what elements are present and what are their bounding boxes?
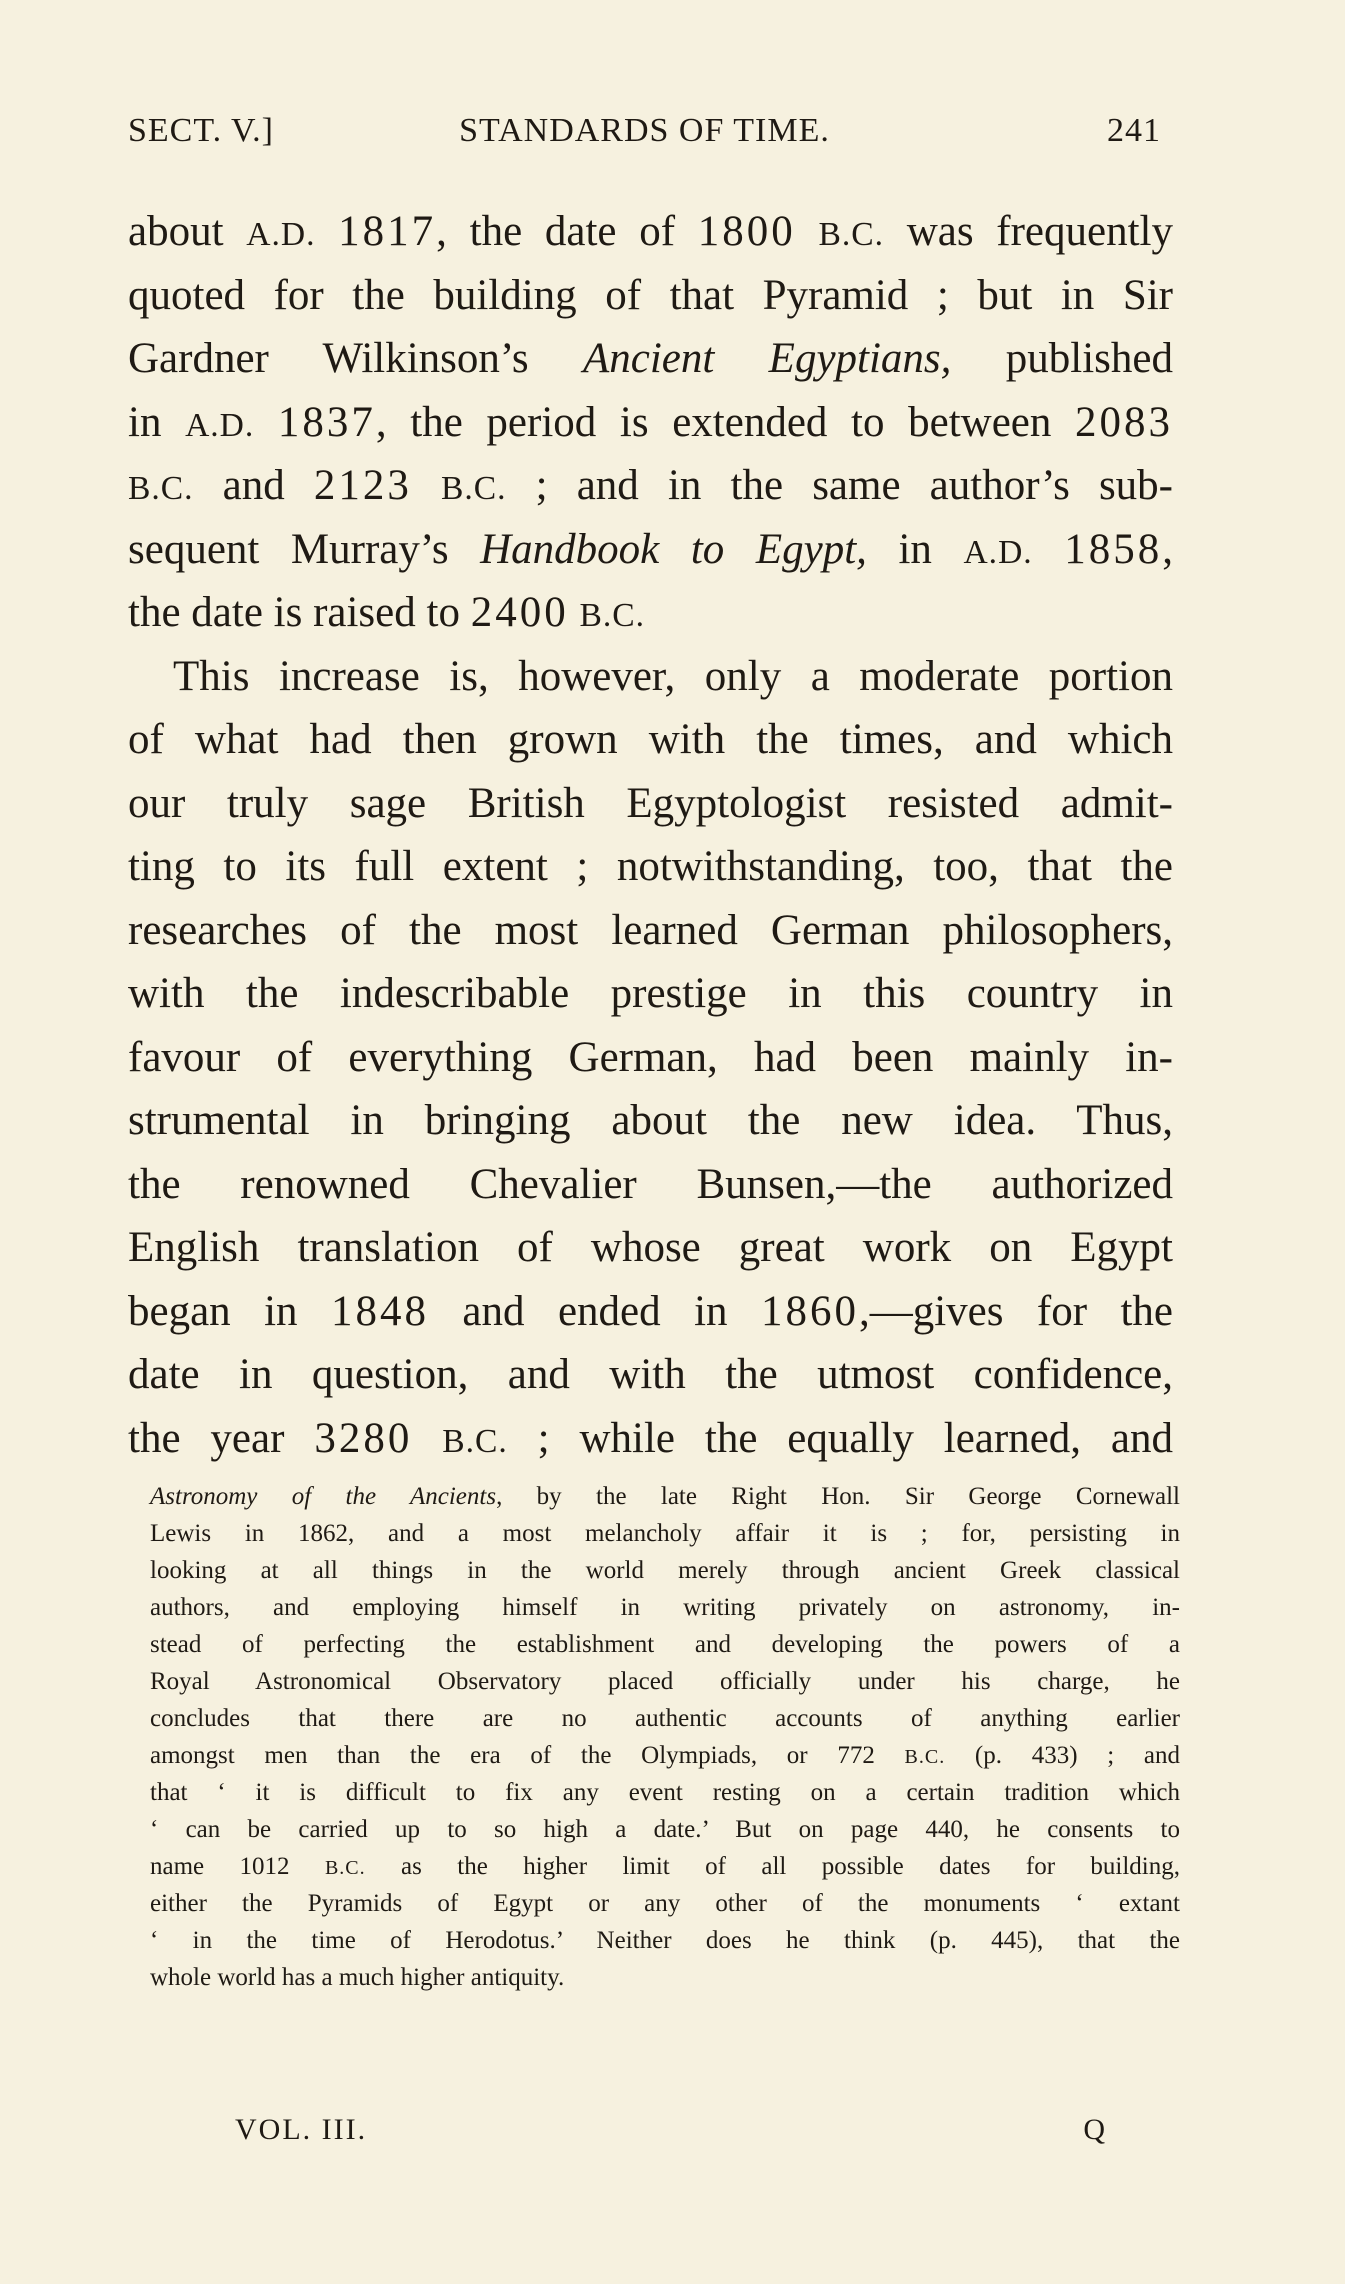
book-title: Ancient Egyptians, [582, 335, 952, 382]
text-line: of what had then grown with the times, and which [128, 716, 1173, 763]
text-line: our truly sage British Egyptologist resisted admit- [128, 779, 1173, 827]
signature-footer [235, 2113, 1105, 2153]
text-line: sequent Murray’s Handbook to Egypt, in A.D. 1858, [128, 525, 1173, 573]
footnote-line: looking at all things in the world merely through ancient Greek classical [150, 1557, 1180, 1584]
footnote-line: either the Pyramids of Egypt or any other of the monuments ‘ extant [150, 1890, 1180, 1917]
signature-mark: Q [1083, 2113, 1105, 2146]
footnote-book-title: Astronomy of the Ancients [150, 1483, 497, 1510]
text-line: about A.D. 1817, the date of 1800 B.C. was frequently [128, 208, 1173, 255]
text-line: English translation of whose great work on Egypt [128, 1224, 1173, 1271]
footnote-line: stead of perfecting the establishment and developing the powers of a [150, 1631, 1180, 1658]
text-line: ting to its full extent ; notwithstanding, too, that the [128, 843, 1173, 890]
text-line: the renowned Chevalier Bunsen,—the authorized [128, 1160, 1173, 1208]
text-line: began in 1848 and ended in 1860,—gives for the [128, 1287, 1174, 1335]
book-title: Handbook to Egypt, [480, 525, 867, 573]
footnote-line: concludes that there are no authentic accounts of anything earlier [150, 1705, 1180, 1732]
text-line: favour of everything German, had been mainly in- [128, 1033, 1173, 1081]
page-number: 241 [1107, 112, 1161, 149]
running-header [128, 112, 1161, 162]
running-title: STANDARDS OF TIME. [459, 112, 830, 149]
text-line: in A.D. 1837, the period is extended to between 2083 [128, 398, 1173, 446]
footnote-line: that ‘ it is difficult to fix any event resting on a certain tradition which [150, 1779, 1180, 1806]
text-line: researches of the most learned German philosophers, [128, 906, 1173, 954]
footnote-line: Royal Astronomical Observatory placed officially under his charge, he [150, 1668, 1180, 1695]
section-label: SECT. V.] [128, 112, 274, 149]
text-line: the date is raised to 2400 B.C. [128, 589, 645, 636]
main-text [128, 200, 1173, 1470]
volume-label: VOL. III. [235, 2113, 368, 2146]
footnote-line: ‘ in the time of Herodotus.’ Neither does he think (p. 445), that the [150, 1927, 1180, 1954]
text-line: the year 3280 B.C. ; while the equally learned, and [128, 1414, 1174, 1462]
footnote-line: whole world has a much higher antiquity. [150, 1964, 565, 1991]
text-line: B.C. and 2123 B.C. ; and in the same author’s sub- [128, 462, 1173, 509]
text-line: date in question, and with the utmost confidence, [128, 1351, 1173, 1398]
footnote-line: ‘ can be carried up to so high a date.’ But on page 440, he consents to [150, 1816, 1180, 1843]
text-line: strumental in bringing about the new idea. Thus, [128, 1097, 1173, 1144]
text-line: with the indescribable prestige in this country in [128, 970, 1173, 1017]
text-line: Gardner Wilkinson’s Ancient Egyptians, published [128, 335, 1173, 382]
text-line: quoted for the building of that Pyramid ; but in Sir [128, 271, 1173, 319]
footnote-line: authors, and employing himself in writing privately on astronomy, in- [150, 1594, 1180, 1621]
footnote-line: Lewis in 1862, and a most melancholy affair it is ; for, persisting in [150, 1520, 1180, 1547]
text-line: This increase is, however, only a moderate portion [173, 652, 1173, 700]
footnote-line: name 1012 B.C. as the higher limit of all possible dates for building, [150, 1853, 1181, 1880]
footnote-line: amongst men than the era of the Olympiads, or 772 B.C. (p. 433) ; and [150, 1742, 1180, 1769]
footnote [150, 1478, 1180, 1996]
footnote-line: Astronomy of the Ancients, by the late Right Hon. Sir George Cornewall [150, 1483, 1180, 1510]
